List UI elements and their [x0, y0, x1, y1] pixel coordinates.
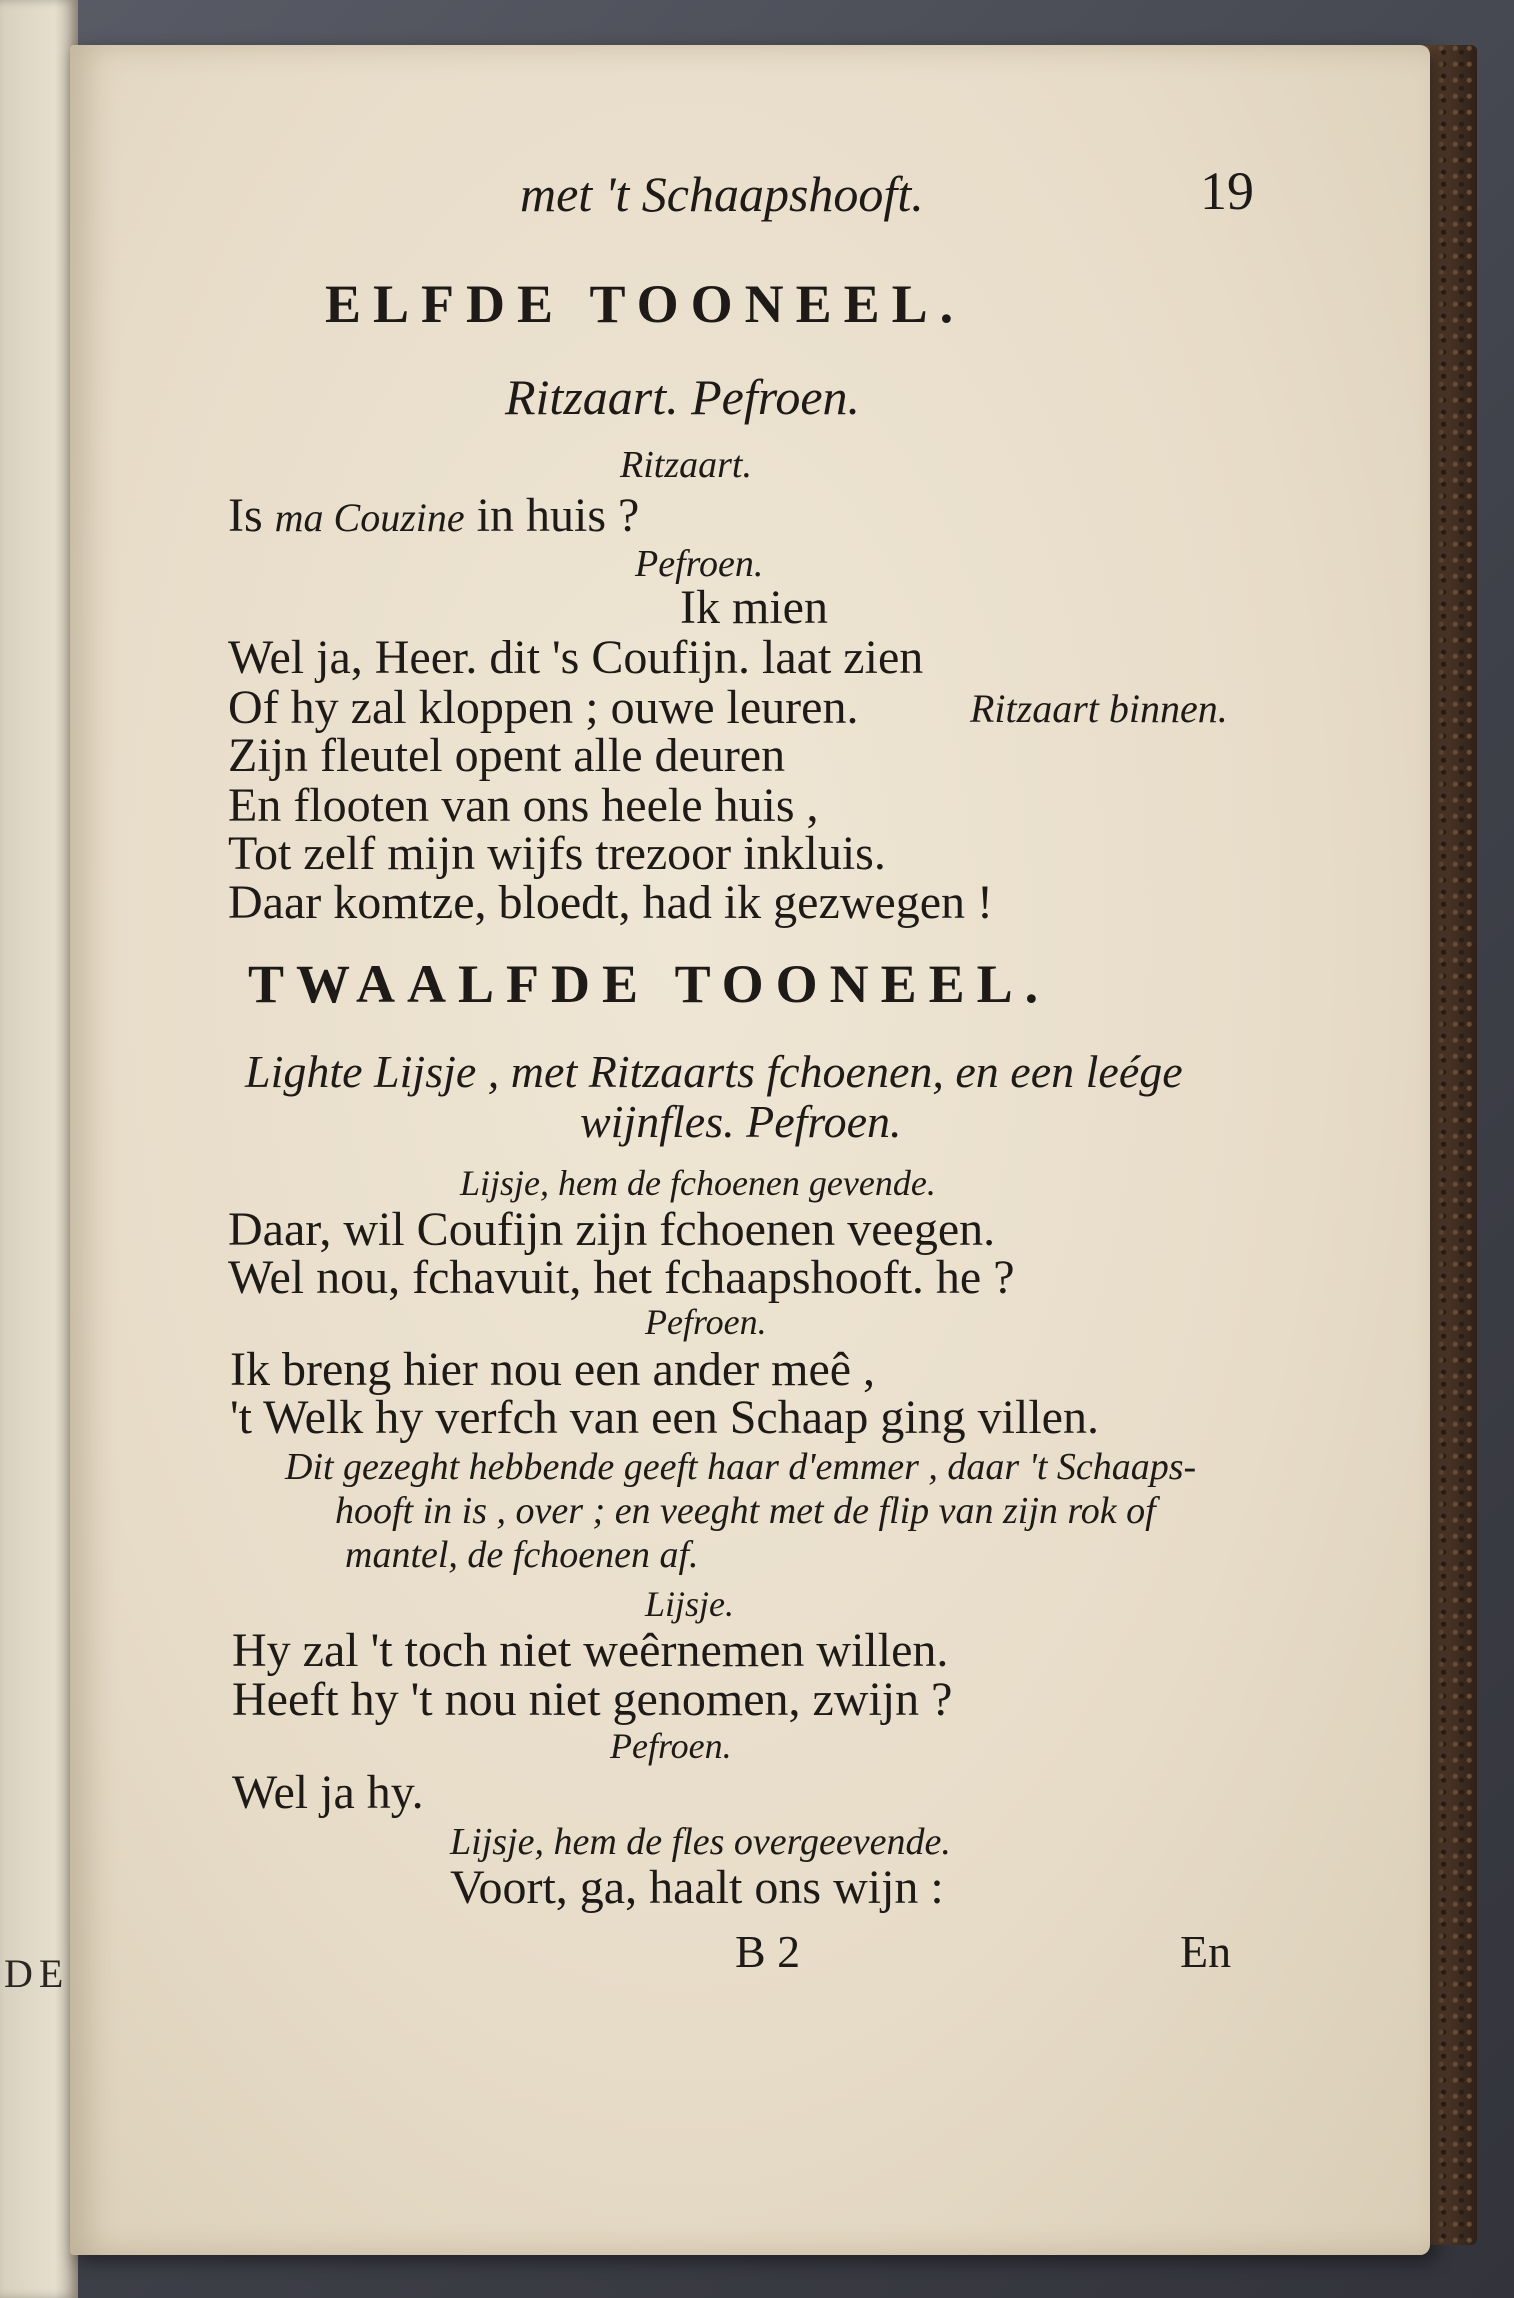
book-page [70, 45, 1430, 2255]
verse-line: Wel ja hy. [232, 1766, 424, 1819]
speaker-label: Lijsje. [645, 1584, 735, 1624]
page-number: 19 [1200, 161, 1254, 221]
speaker-label: Lijsje, hem de fchoenen gevende. [460, 1163, 936, 1203]
facing-page-edge [0, 0, 78, 2298]
verse-text-italic: ma Couzine [274, 495, 465, 540]
scene-heading-twaalfde: TWAALFDE TOONEEL. [248, 954, 1051, 1014]
verse-line: Wel ja, Heer. dit 's Coufijn. laat zien [228, 631, 924, 684]
verse-text: Is [228, 489, 275, 542]
verse-line: Ik mien [680, 581, 828, 634]
verse-line: Wel nou, fchavuit, het fchaapshooft. he ? [228, 1251, 1015, 1304]
verse-line: Zijn fleutel opent alle deuren [228, 729, 786, 782]
scene-characters: Lighte Lijsje , met Ritzaarts fchoenen, en een leége [245, 1046, 1183, 1097]
stage-direction: hooft in is , over ; en veeght met de flip van zijn rok of [335, 1490, 1156, 1532]
speaker-label: Ritzaart. [620, 444, 752, 486]
verse-line [228, 488, 639, 543]
verse-text: in huis ? [464, 489, 640, 542]
verse-line: Voort, ga, haalt ons wijn : [450, 1861, 944, 1914]
stage-direction: Dit gezeght hebbende geeft haar d'emmer , daar 't Schaaps- [285, 1446, 1197, 1488]
verse-line: En flooten van ons heele huis , [228, 779, 819, 832]
facing-page-text-fragment: DE [4, 1951, 70, 1996]
speaker-label: Lijsje, hem de fles overgeevende. [450, 1821, 951, 1863]
verse-line: Heeft hy 't nou niet genomen, zwijn ? [232, 1673, 953, 1726]
scene-heading-elfde: ELFDE TOONEEL. [325, 274, 966, 334]
catchword: En [1180, 1926, 1232, 1977]
verse-line: Ik breng hier nou een ander meê , [230, 1343, 876, 1396]
verse-line: 't Welk hy verfch van een Schaap ging villen. [230, 1391, 1099, 1444]
running-title: met 't Schaapshooft. [520, 166, 924, 222]
speaker-label: Pefroen. [610, 1726, 732, 1766]
verse-line: Daar komtze, bloedt, had ik gezwegen ! [228, 876, 994, 929]
stage-direction: mantel, de fchoenen af. [345, 1534, 699, 1576]
verse-line: Of hy zal kloppen ; ouwe leuren. [228, 681, 859, 734]
verse-line: Tot zelf mijn wijfs trezoor inkluis. [228, 827, 886, 880]
scene-characters: wijnfles. Pefroen. [580, 1096, 902, 1147]
scene-characters: Ritzaart. Pefroen. [505, 369, 861, 425]
stage-direction: Ritzaart binnen. [970, 686, 1228, 731]
signature-mark: B 2 [735, 1926, 801, 1977]
verse-line: Daar, wil Coufijn zijn fchoenen veegen. [228, 1203, 996, 1256]
speaker-label: Pefroen. [645, 1302, 767, 1342]
verse-line: Hy zal 't toch niet weêrnemen willen. [232, 1624, 949, 1677]
speaker-label: Pefroen. [635, 543, 764, 585]
